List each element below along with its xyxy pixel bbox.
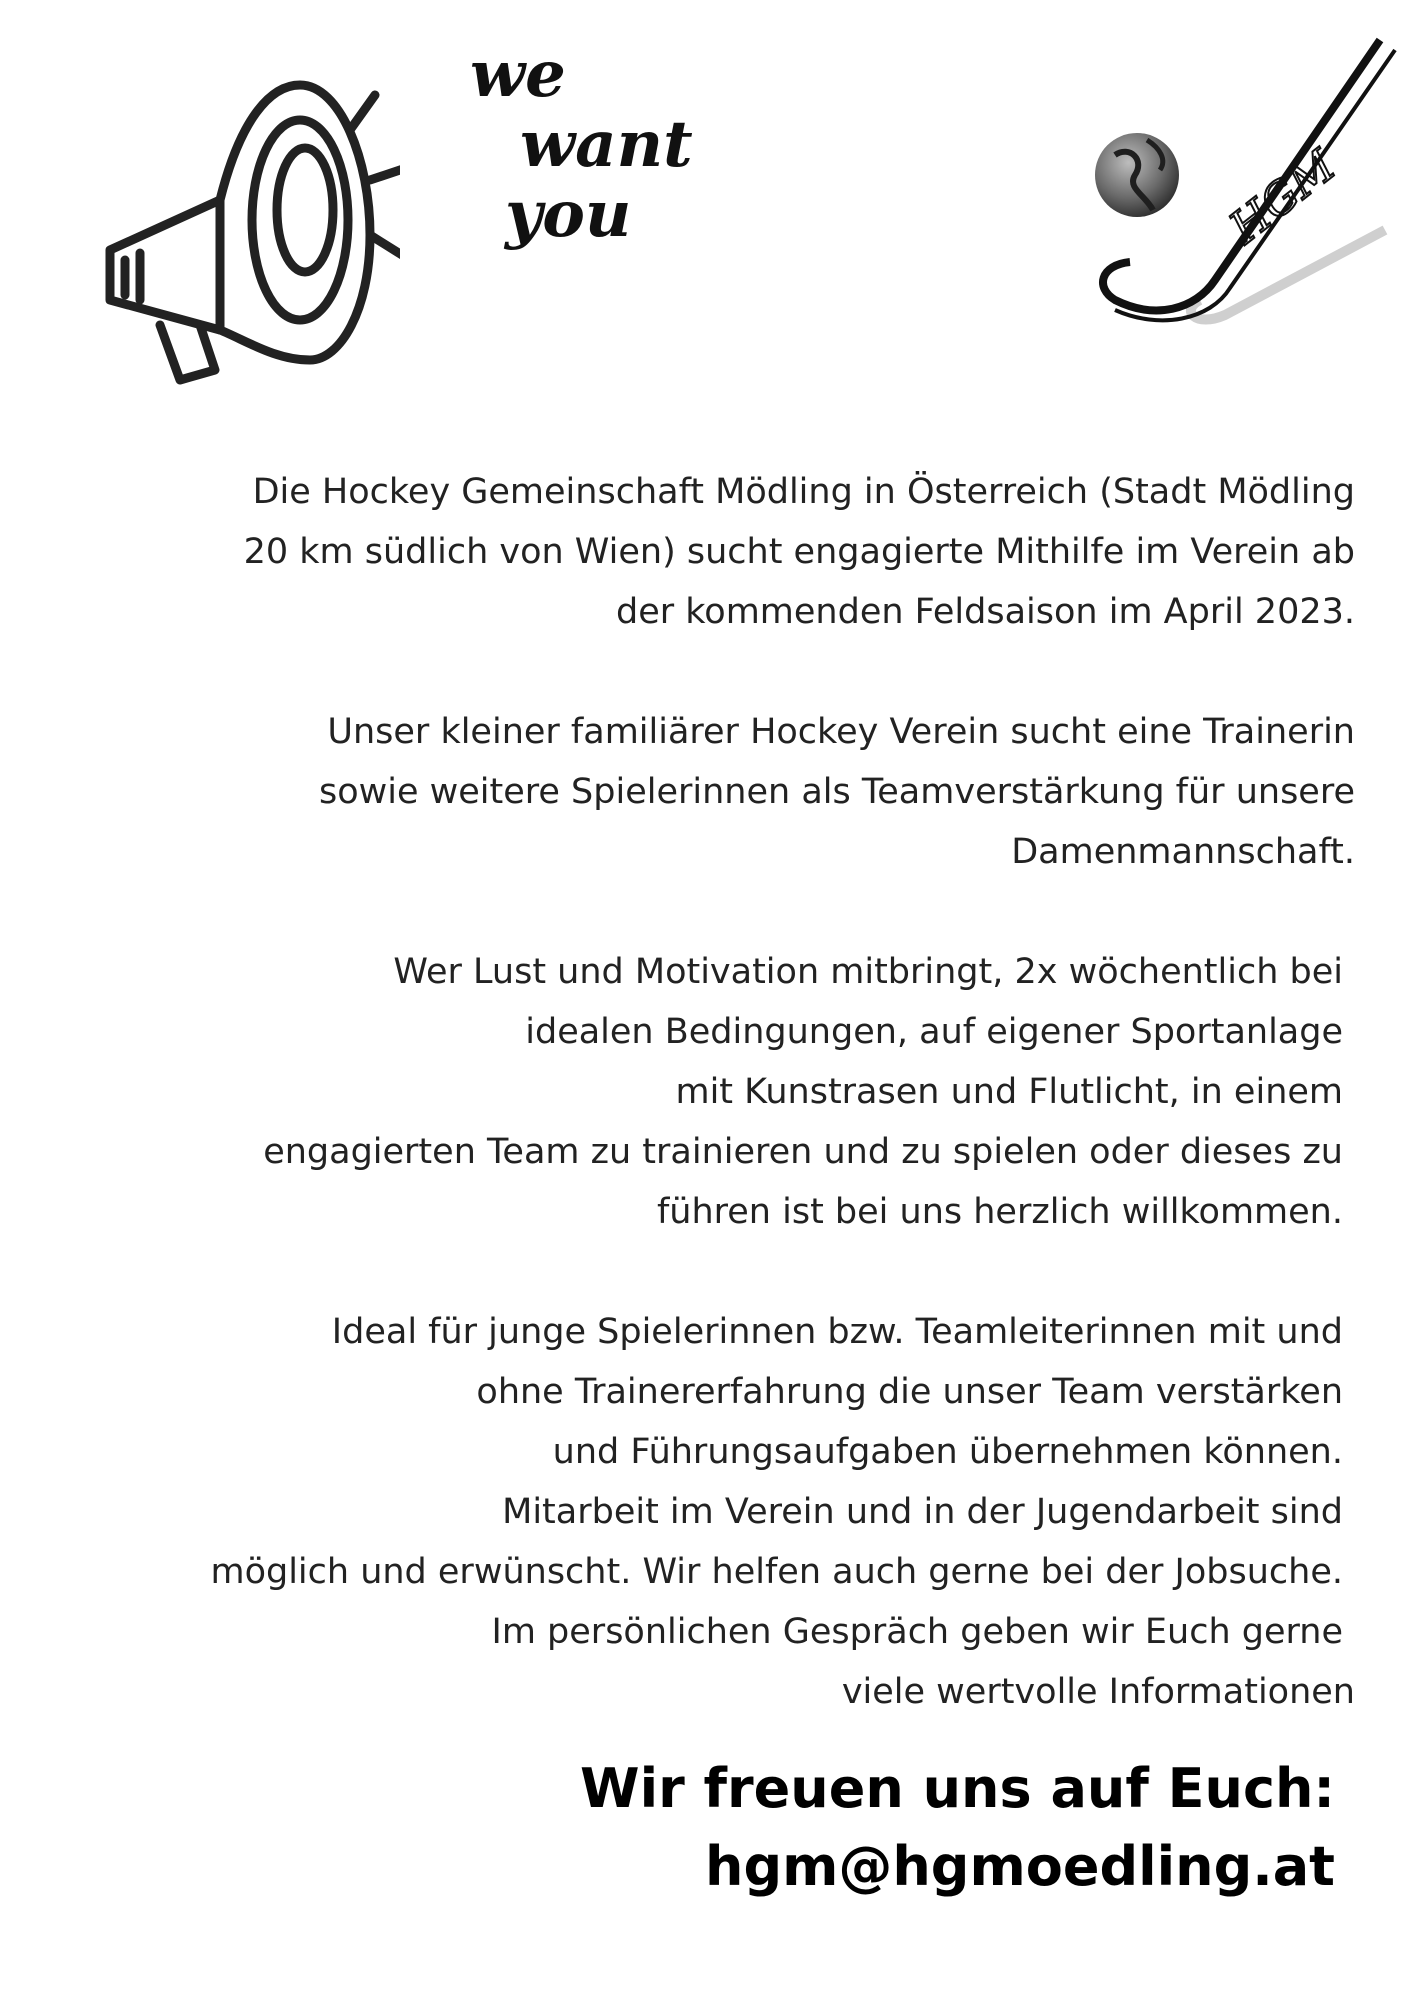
club-logo [1075,30,1405,330]
svg-text:HGM: HGM [1220,140,1346,254]
text-line: mit Kunstrasen und Flutlicht, in einem [675,1072,1343,1112]
text-line: möglich und erwünscht. Wir helfen auch gerne bei der Jobsuche. [210,1552,1343,1592]
closing-block [580,1750,1335,1906]
tagline-line: you [505,177,632,252]
text-line: Ideal für junge Spielerinnen bzw. Teamleiterinnen mit und [331,1312,1343,1352]
text-line: Damenmannschaft. [1011,832,1355,872]
text-line: viele wertvolle Informationen [841,1672,1355,1712]
text-line: Mitarbeit im Verein und in der Jugendarbeit sind [502,1492,1343,1532]
text-line: Unser kleiner familiärer Hockey Verein sucht eine Trainerin [327,712,1355,752]
megaphone-icon [70,60,400,390]
globe-icon [1095,133,1179,217]
text-line: engagierten Team zu trainieren und zu spielen oder dieses zu [263,1132,1343,1172]
paragraph-search [75,702,1365,882]
text-line: idealen Bedingungen, auf eigener Sportanlage [525,1012,1343,1052]
text-line: Im persönlichen Gespräch geben wir Euch gerne [491,1612,1343,1652]
tagline-line: we [470,37,566,112]
text-line: ohne Trainererfahrung die unser Team verstärken [476,1372,1343,1412]
text-line: Wer Lust und Motivation mitbringt, 2x wöchentlich bei [393,952,1343,992]
email-address[interactable]: hgm@hgmoedling.at [705,1835,1335,1898]
tagline-line: want [520,107,693,182]
text-line: 20 km südlich von Wien) sucht engagierte Mithilfe im Verein ab [243,532,1355,572]
paragraph-ideal [75,1302,1365,1722]
paragraph-intro [75,462,1365,642]
text-line: sowie weitere Spielerinnen als Teamverstärkung für unsere [318,772,1355,812]
text-line: führen ist bei uns herzlich willkommen. [656,1192,1343,1232]
announcement-body [75,462,1365,1722]
text-line: Die Hockey Gemeinschaft Mödling in Österreich (Stadt Mödling [252,472,1355,512]
tagline [470,37,693,252]
paragraph-motivation [75,942,1365,1242]
closing-line: Wir freuen uns auf Euch: [580,1757,1335,1820]
text-line: der kommenden Feldsaison im April 2023. [616,592,1355,632]
text-line: und Führungsaufgaben übernehmen können. [552,1432,1343,1472]
